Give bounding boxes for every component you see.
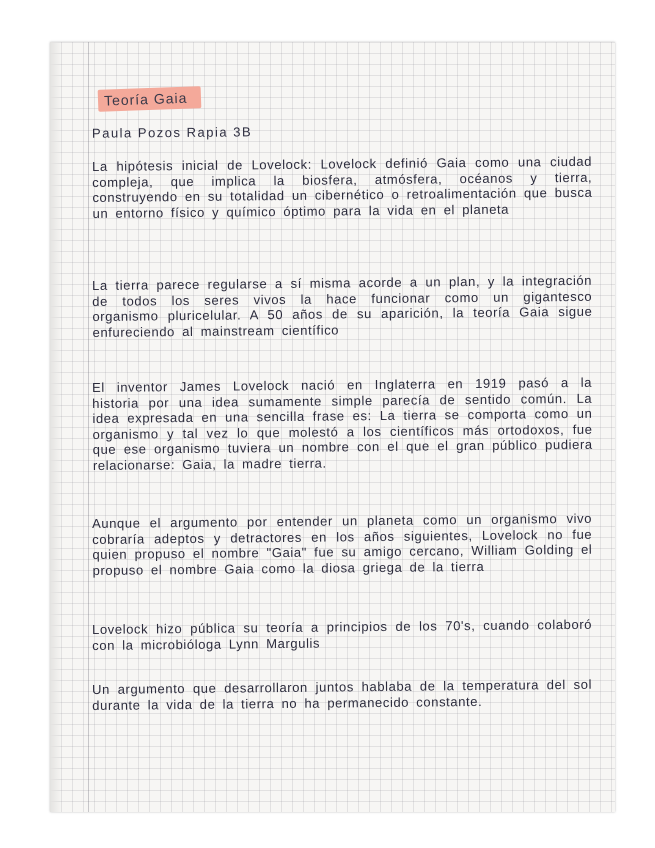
author-line: Paula Pozos Rapia 3B	[91, 124, 253, 141]
page-binding-edge	[50, 42, 62, 812]
paragraph-name-origin: Aunque el argumento por entender un planeta como un organismo vivo cobraría adeptos y detractores en los años siguientes, Lovelock no fue quien propuso el nombre "Gaia" fue su amigo cercano, William Golding el propuso el nombre Gaia como la diosa griega de la tierra	[92, 510, 593, 578]
title-highlight	[98, 86, 202, 112]
paragraph-inventor: El inventor James Lovelock nació en Inglaterra en 1919 pasó a la historia por una idea sumamente simple parecía de sentido común. La idea expresada en una sencilla frase es: La tierra se comporta como un organismo y tal vez lo que molestó a los científicos más ortodoxos, fue que ese organismo tuviera un nombre con el que el gran público pudiera relacionarse: Gaia, la madre tierra.	[92, 374, 593, 473]
margin-line	[88, 42, 89, 812]
paragraph-publication: Lovelock hizo pública su teoría a principios de los 70's, cuando colaboró con la microbióloga Lynn Margulis	[92, 616, 593, 653]
paragraph-temperature: Un argumento que desarrollaron juntos hablaba de la temperatura del sol durante la vida de la tierra no ha permanecido constante.	[92, 676, 593, 713]
page-title: Teoría Gaia	[103, 89, 188, 109]
paragraph-hypothesis: La hipótesis inicial de Lovelock: Lovelock definió Gaia como una ciudad compleja, que implica la biosfera, atmósfera, océanos y tierra, construyendo en su totalidad un cibernético o retroalimentación que busca un entorno físico y químico óptimo para la vida en el planeta	[92, 153, 593, 221]
notebook-page	[50, 42, 615, 812]
paragraph-self-regulation: La tierra parece regularse a sí misma acorde a un plan, y la integración de todos los seres vivos la hace funcionar como un gigantesco organismo pluricelular. A 50 años de su aparición, la teoría Gaia sigue enfureciendo al mainstream científico	[92, 272, 593, 340]
